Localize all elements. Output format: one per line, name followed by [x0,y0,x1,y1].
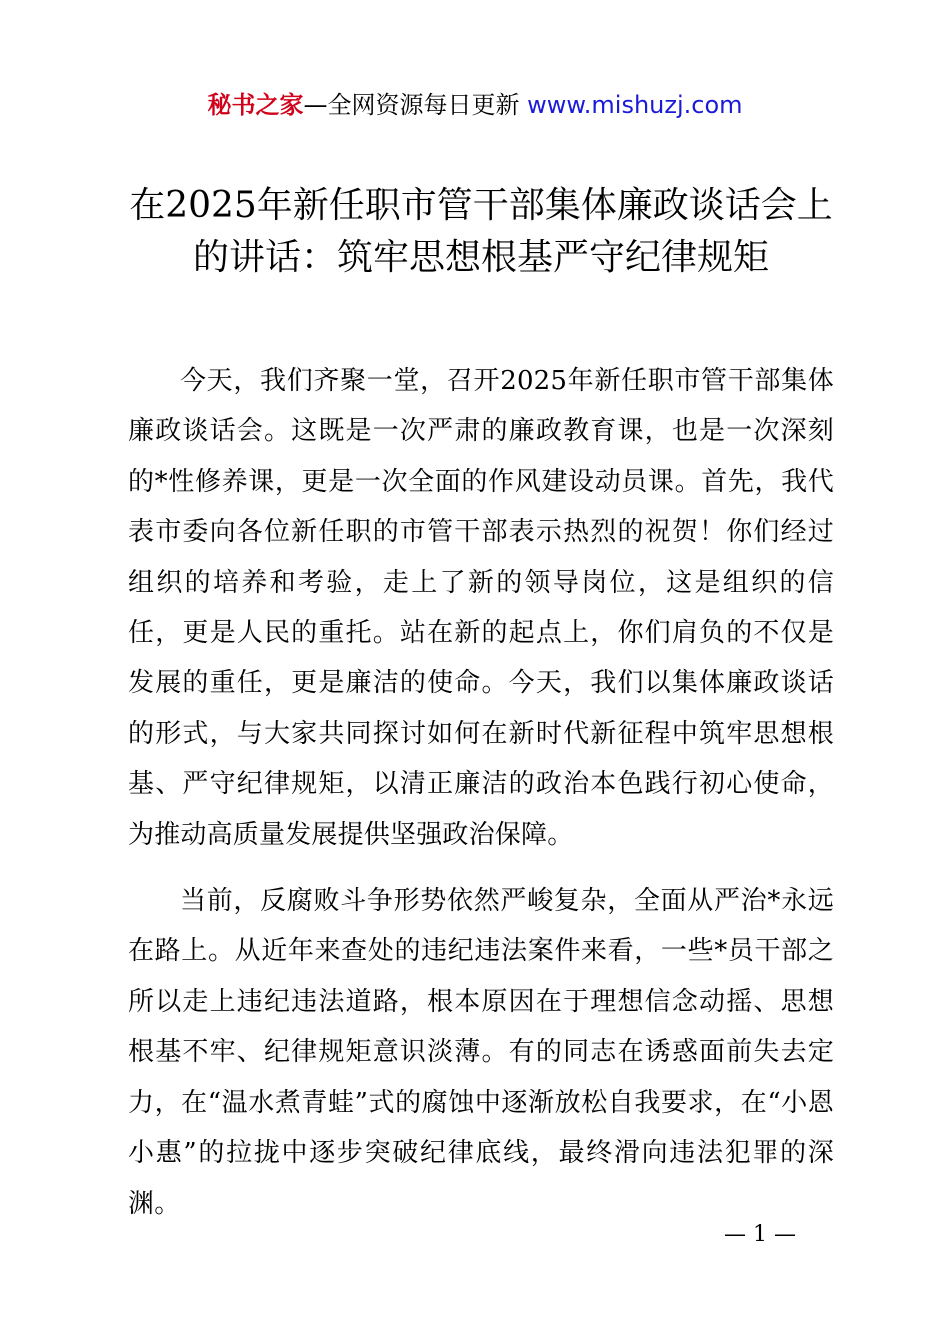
paragraph-2: 当前，反腐败斗争形势依然严峻复杂，全面从严治*永远在路上。从近年来查处的违纪违法案件来看，一些*员干部之所以走上违纪违法道路，根本原因在于理想信念动摇、思想根基不牢、纪律规矩意识淡薄。有的同志在诱惑面前失去定力，在“温水煮青蛙”式的腐蚀中逐渐放松自我要求，在“小恩小惠”的拉拢中逐步突破纪律底线，最终滑向违法犯罪的深渊。 [128,886,834,1219]
site-brand: 秘书之家 [207,91,304,119]
site-url-link[interactable]: www.mishuzj.com [527,91,743,119]
site-tagline: —全网资源每日更新 [303,91,528,119]
paragraph-1: 今天，我们齐聚一堂，召开2025年新任职市管干部集体廉政谈话会。这既是一次严肃的廉政教育课，也是一次深刻的*性修养课，更是一次全面的作风建设动员课。首先，我代表市委向各位新任职的市管干部表示热烈的祝贺！你们经过组织的培养和考验，走上了新的领导岗位，这是组织的信任，更是人民的重托。站在新的起点上，你们肩负的不仅是发展的重任，更是廉洁的使命。今天，我们以集体廉政谈话的形式，与大家共同探讨如何在新时代新征程中筑牢思想根基、严守纪律规矩，以清正廉洁的政治本色践行初心使命，为推动高质量发展提供坚强政治保障。 [128,366,834,850]
page-number: — 1 — [724,1222,796,1247]
site-header [0,88,950,122]
document-title: 在2025年新任职市管干部集体廉政谈话会上的讲话：筑牢思想根基严守纪律规矩 [129,185,833,278]
document-body [128,356,834,1245]
